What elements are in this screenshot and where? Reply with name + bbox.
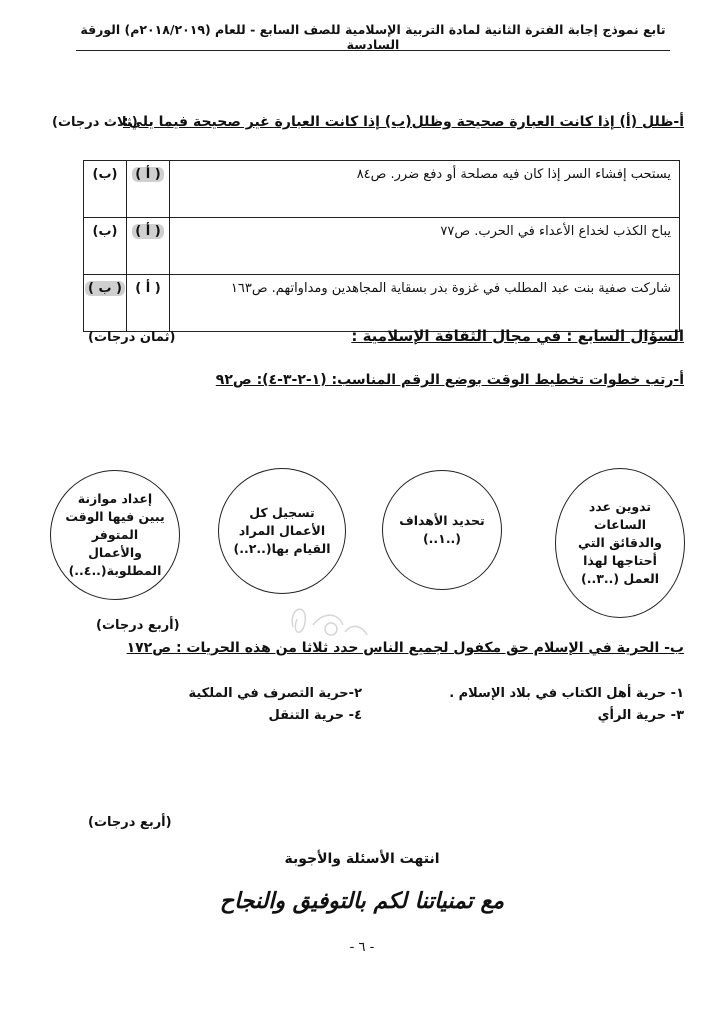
page-number: - ٦ - bbox=[349, 940, 375, 955]
part-a-grade: (أربع درجات) bbox=[96, 618, 180, 633]
step-circle-set-goals: تحديد الأهداف (..١..) bbox=[382, 470, 502, 590]
step-circle-record-hours: تدوين عدد الساعات والدقائق التي أحتاجها لهذا العمل (..٣..) bbox=[555, 468, 685, 618]
table-row bbox=[84, 161, 680, 218]
shaded-answer-a: ( أ ) bbox=[132, 167, 163, 182]
closing-wish: مع تمنياتنا لكم بالتوفيق والنجاح bbox=[219, 888, 505, 914]
option-b: (ب) bbox=[92, 167, 118, 182]
section-a-title: أ-ظلل (أ) إذا كانت العبارة صحيحة وظلل(ب) إذا كانت العبارة غير صحيحة فيما يلي: bbox=[122, 114, 684, 130]
option-b-cell bbox=[84, 275, 127, 332]
freedom-item: ٤- حرية التنقل bbox=[268, 708, 362, 723]
page-header: تابع نموذج إجابة الفترة الثانية لمادة التربية الإسلامية للصف السابع - للعام (٢٠١٨/٢٠١٩م) الورقة السادسة bbox=[80, 22, 666, 52]
part-b-grade: (أربع درجات) bbox=[88, 815, 172, 830]
table-row bbox=[84, 218, 680, 275]
shaded-answer-b: ( ب ) bbox=[85, 281, 125, 296]
table-row bbox=[84, 275, 680, 332]
freedom-item: ١- حرية أهل الكتاب في بلاد الإسلام . bbox=[449, 686, 684, 701]
freedom-item: ٣- حرية الرأي bbox=[597, 708, 684, 723]
option-b-cell bbox=[84, 218, 127, 275]
option-a-cell bbox=[127, 218, 170, 275]
option-a-cell bbox=[127, 275, 170, 332]
option-b-cell bbox=[84, 161, 127, 218]
section-a-grade: (ثلاث درجات) bbox=[52, 115, 138, 130]
freedom-item: ٢-حرية التصرف في الملكية bbox=[188, 686, 362, 701]
step-circle-budget: إعداد موازنة يبين فيها الوقت المتوفر والأعمال المطلوبة(..٤..) bbox=[50, 470, 180, 600]
question-7-title: السؤال السابع : في مجال الثقافة الإسلامية : bbox=[351, 327, 684, 345]
step-circle-list-tasks: تسجيل كل الأعمال المراد القيام بها(..٢..) bbox=[218, 468, 346, 594]
true-false-table bbox=[83, 160, 680, 332]
option-a: ( أ ) bbox=[135, 281, 161, 296]
header-divider bbox=[76, 50, 670, 51]
question-7-grade: (ثمان درجات) bbox=[88, 330, 176, 345]
shaded-answer-a: ( أ ) bbox=[132, 224, 163, 239]
option-b: (ب) bbox=[92, 224, 118, 239]
statement-cell: شاركت صفية بنت عبد المطلب في غزوة بدر بسقاية المجاهدين ومداواتهم. ص١٦٣ bbox=[170, 275, 680, 332]
option-a-cell bbox=[127, 161, 170, 218]
part-a-title: أ-رتب خطوات تخطيط الوقت بوضع الرقم المناسب: (١-٢-٣-٤): ص٩٢ bbox=[215, 372, 684, 388]
end-of-exam-text: انتهت الأسئلة والأجوبة bbox=[284, 851, 440, 867]
statement-cell: يستحب إفشاء السر إذا كان فيه مصلحة أو دفع ضرر. ص٨٤ bbox=[170, 161, 680, 218]
statement-cell: يباح الكذب لخداع الأعداء في الحرب. ص٧٧ bbox=[170, 218, 680, 275]
part-b-title: ب- الحرية في الإسلام حق مكفول لجميع الناس حدد ثلاثا من هذه الحريات : ص١٧٢ bbox=[126, 640, 684, 656]
